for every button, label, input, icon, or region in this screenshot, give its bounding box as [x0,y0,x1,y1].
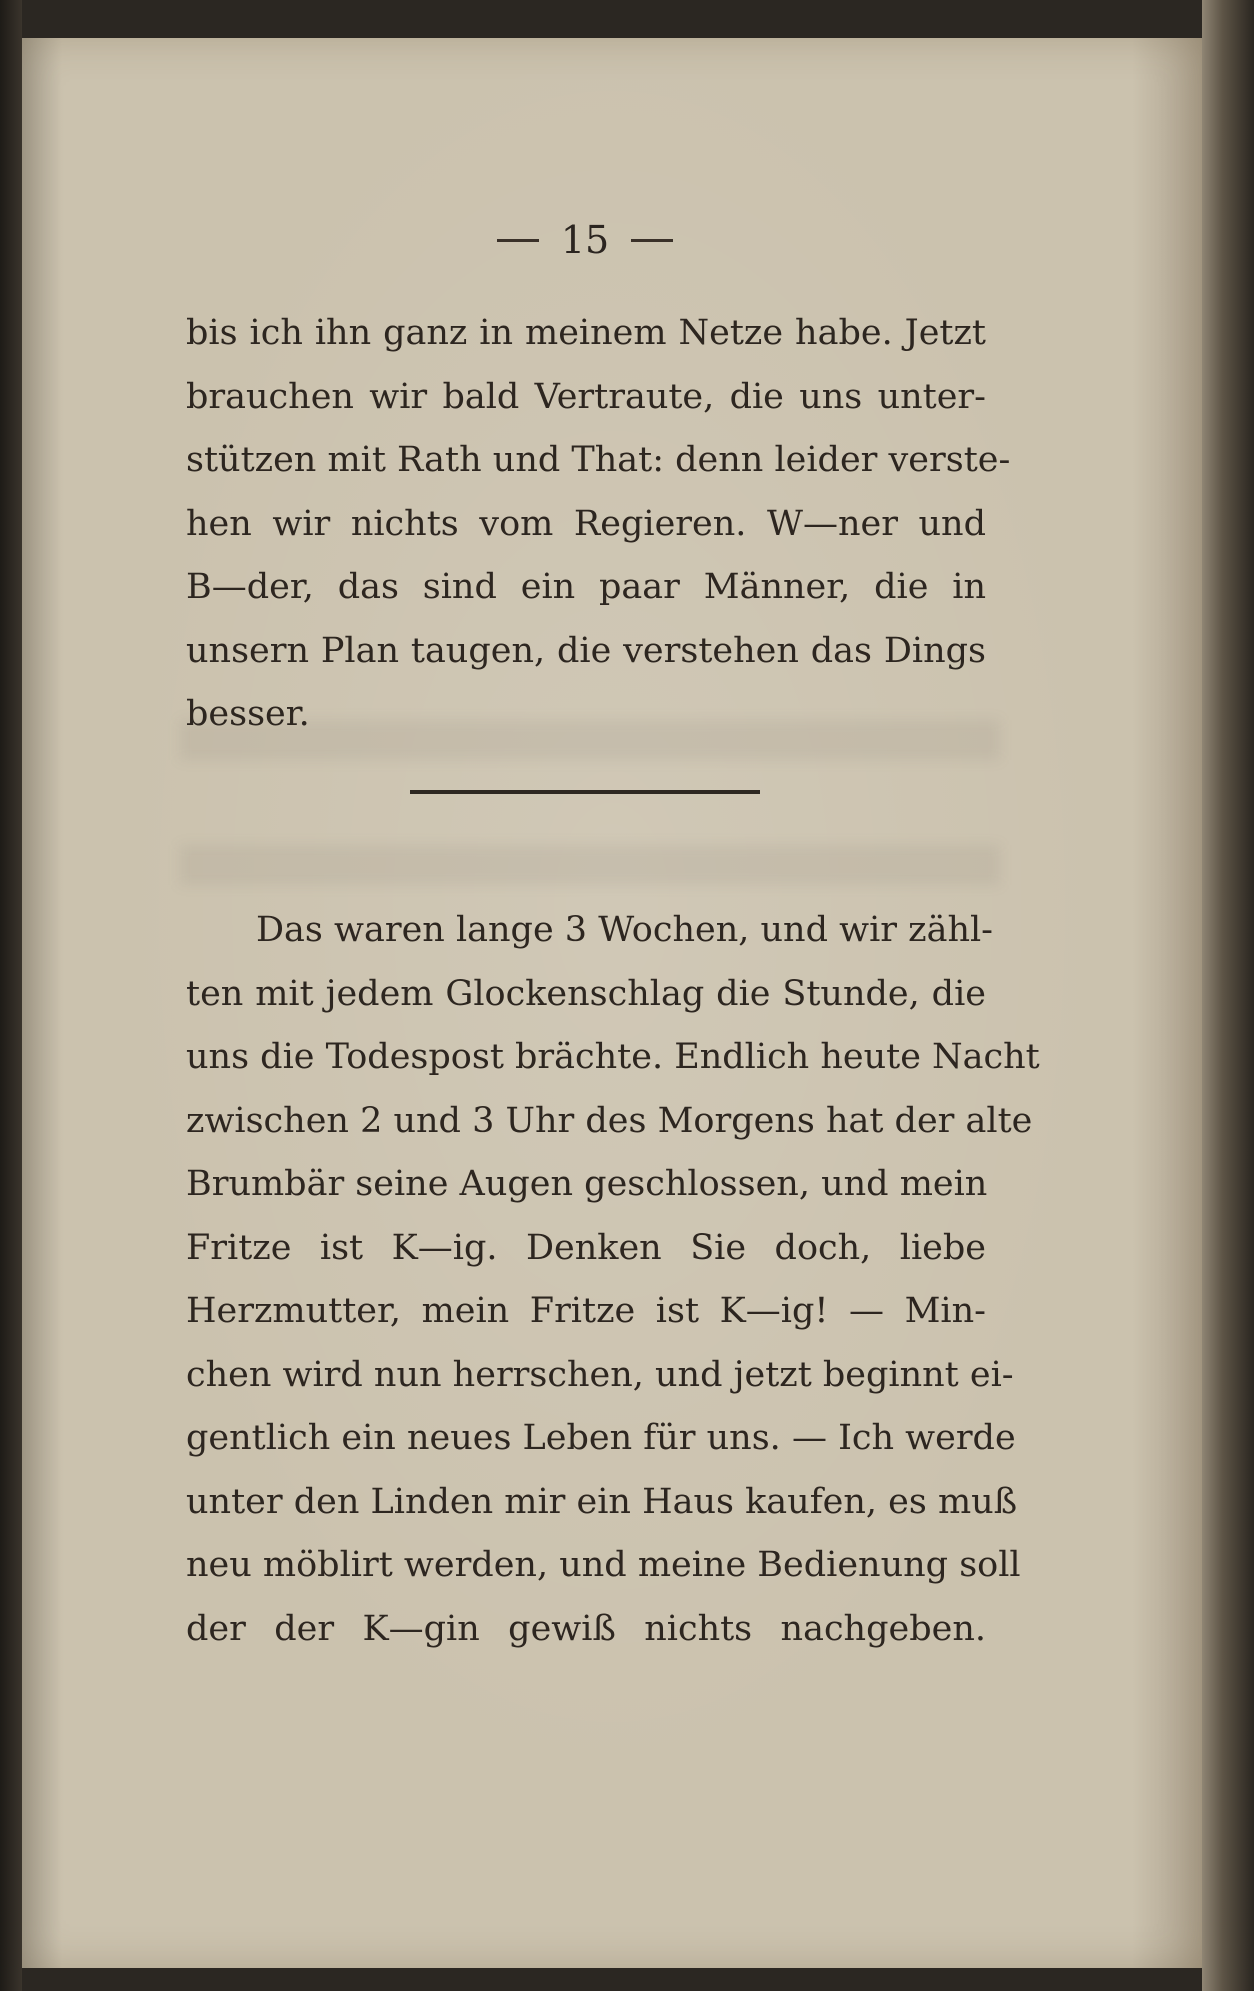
paragraph-new-section [186,899,1040,1661]
text-line: Fritze ist K—ig. Denken Sie doch, liebe [186,1227,986,1268]
text-line: stützen mit Rath und That: denn leider verste- [186,440,1011,480]
section-divider [410,790,760,794]
text-line: uns die Todespost brächte. Endlich heute Nacht [186,1037,1040,1077]
page-header [470,215,700,265]
text-line: hen wir nichts vom Regieren. W—ner und [186,503,986,544]
paragraph-continued [186,302,1011,747]
text-line: Herzmutter, mein Fritze ist K—ig! — Min- [186,1291,986,1331]
text-line: brauchen wir bald Vertraute, die uns unter- [186,376,986,417]
header-dash-right [631,239,673,242]
text-line: Das waren lange 3 Wochen, und wir zähl- [256,910,993,950]
text-line: bis ich ihn ganz in meinem Netze habe. Jetzt [186,313,986,353]
header-dash-left [497,239,539,242]
page-number: 15 [560,218,610,262]
page-edge [1202,0,1254,1991]
text-line: unter den Linden mir ein Haus kaufen, es muß [186,1481,1018,1522]
text-line: B—der, das sind ein paar Männer, die in [186,567,986,607]
text-line: chen wird nun herrschen, und jetzt beginnt ei- [186,1354,1014,1395]
text-line: ten mit jedem Glockenschlag die Stunde, die [186,973,986,1014]
text-line: der der K—gin gewiß nichts nachgeben. [186,1608,986,1649]
text-line: gentlich ein neues Leben für uns. — Ich werde [186,1418,1016,1458]
text-line: zwischen 2 und 3 Uhr des Morgens hat der alte [186,1100,1033,1141]
show-through-bleed [180,845,1000,885]
text-line: besser. [186,694,310,734]
text-line: Brumbär seine Augen geschlossen, und mein [186,1164,988,1204]
text-line: unsern Plan taugen, die verstehen das Dings [186,630,986,671]
text-line: neu möblirt werden, und meine Bedienung soll [186,1545,1021,1585]
book-gutter [0,0,22,1991]
